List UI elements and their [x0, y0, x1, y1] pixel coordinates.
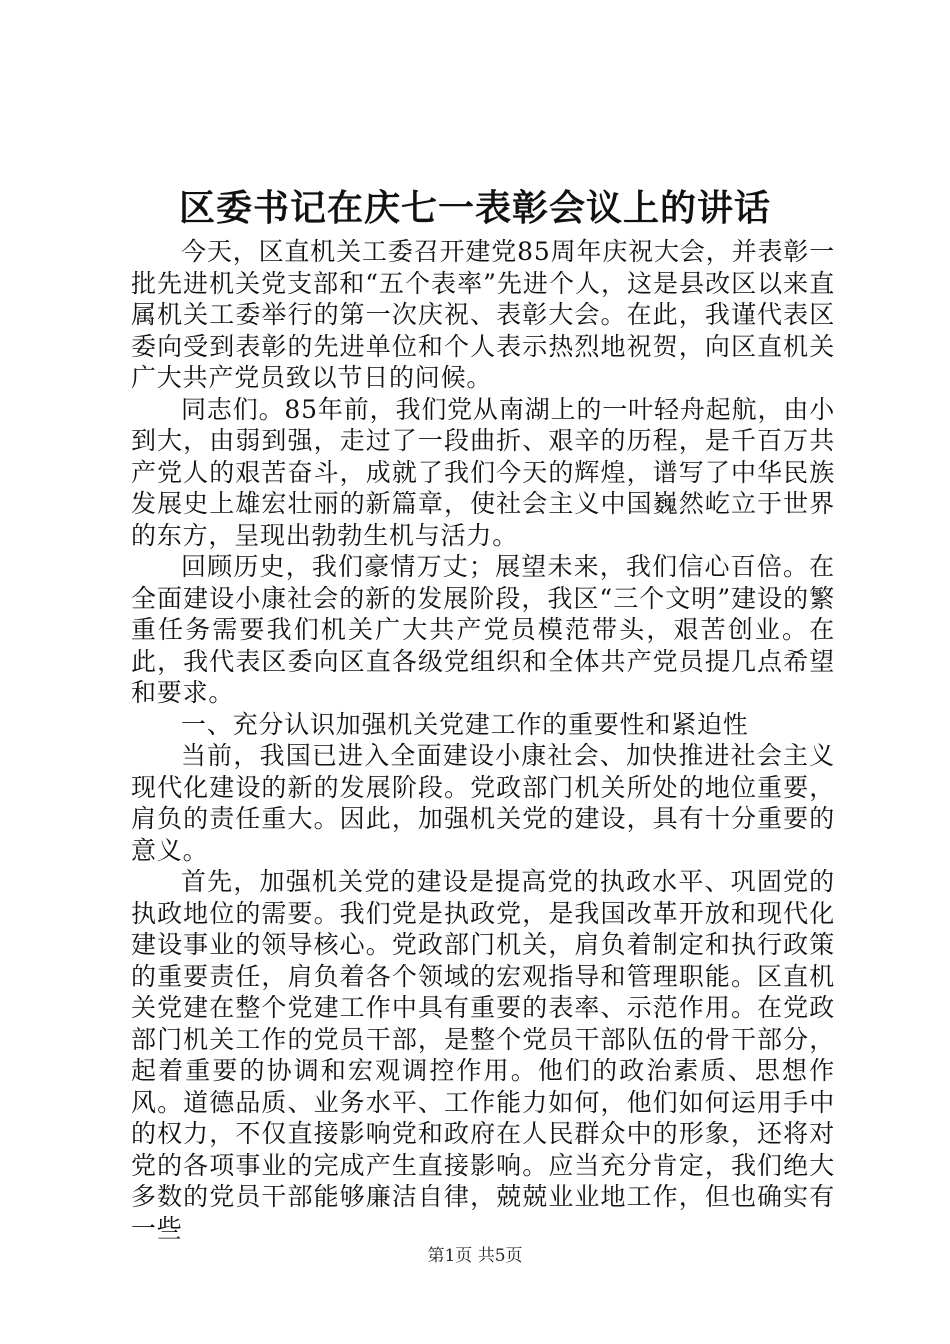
paragraph-1: 今天，区直机关工委召开建党85周年庆祝大会，并表彰一批先进机关党支部和“五个表率”先进个人，这是县改区以来直属机关工委举行的第一次庆祝、表彰大会。在此，我谨代表区委向受到表彰的先进单位和个人表示热烈地祝贺，向区直机关广大共产党员致以节日的问候。: [131, 237, 835, 392]
section-heading-1: 一、充分认识加强机关党建工作的重要性和紧迫性: [181, 709, 749, 739]
paragraph-4: 当前，我国已进入全面建设小康社会、加快推进社会主义现代化建设的新的发展阶段。党政部门机关所处的地位重要，肩负的责任重大。因此，加强机关党的建设，具有十分重要的意义。: [131, 741, 835, 865]
paragraph-5: 首先，加强机关党的建设是提高党的执政水平、巩固党的执政地位的需要。我们党是执政党，是我国改革开放和现代化建设事业的领导核心。党政部门机关，肩负着制定和执行政策的重要责任，肩负着各个领域的宏观指导和管理职能。区直机关党建在整个党建工作中具有重要的表率、示范作用。在党政部门机关工作的党员干部，是整个党员干部队伍的骨干部分，起着重要的协调和宏观调控作用。他们的政治素质、思想作风。道德品质、业务水平、工作能力如何，他们如何运用手中的权力，不仅直接影响党和政府在人民群众中的形象，还将对党的各项事业的完成产生直接影响。应当充分肯定，我们绝大多数的党员干部能够廉洁自律，兢兢业业地工作，但也确实有一些: [131, 867, 835, 1243]
document-title: 区委书记在庆七一表彰会议上的讲话: [178, 187, 771, 229]
page-number-footer: 第1页 共5页: [427, 1246, 523, 1266]
paragraph-2: 同志们。85年前，我们党从南湖上的一叶轻舟起航，由小到大，由弱到强，走过了一段曲折、艰辛的历程，是千百万共产党人的艰苦奋斗，成就了我们今天的辉煌，谱写了中华民族发展史上雄宏壮丽的新篇章，使社会主义中国巍然屹立于世界的东方，呈现出勃勃生机与活力。: [131, 394, 835, 550]
document-body: [131, 236, 835, 1244]
paragraph-3: 回顾历史，我们豪情万丈；展望未来，我们信心百倍。在全面建设小康社会的新的发展阶段，我区“三个文明”建设的繁重任务需要我们机关广大共产党员模范带头，艰苦创业。在此，我代表区委向区直各级党组织和全体共产党员提几点希望和要求。: [131, 552, 835, 707]
